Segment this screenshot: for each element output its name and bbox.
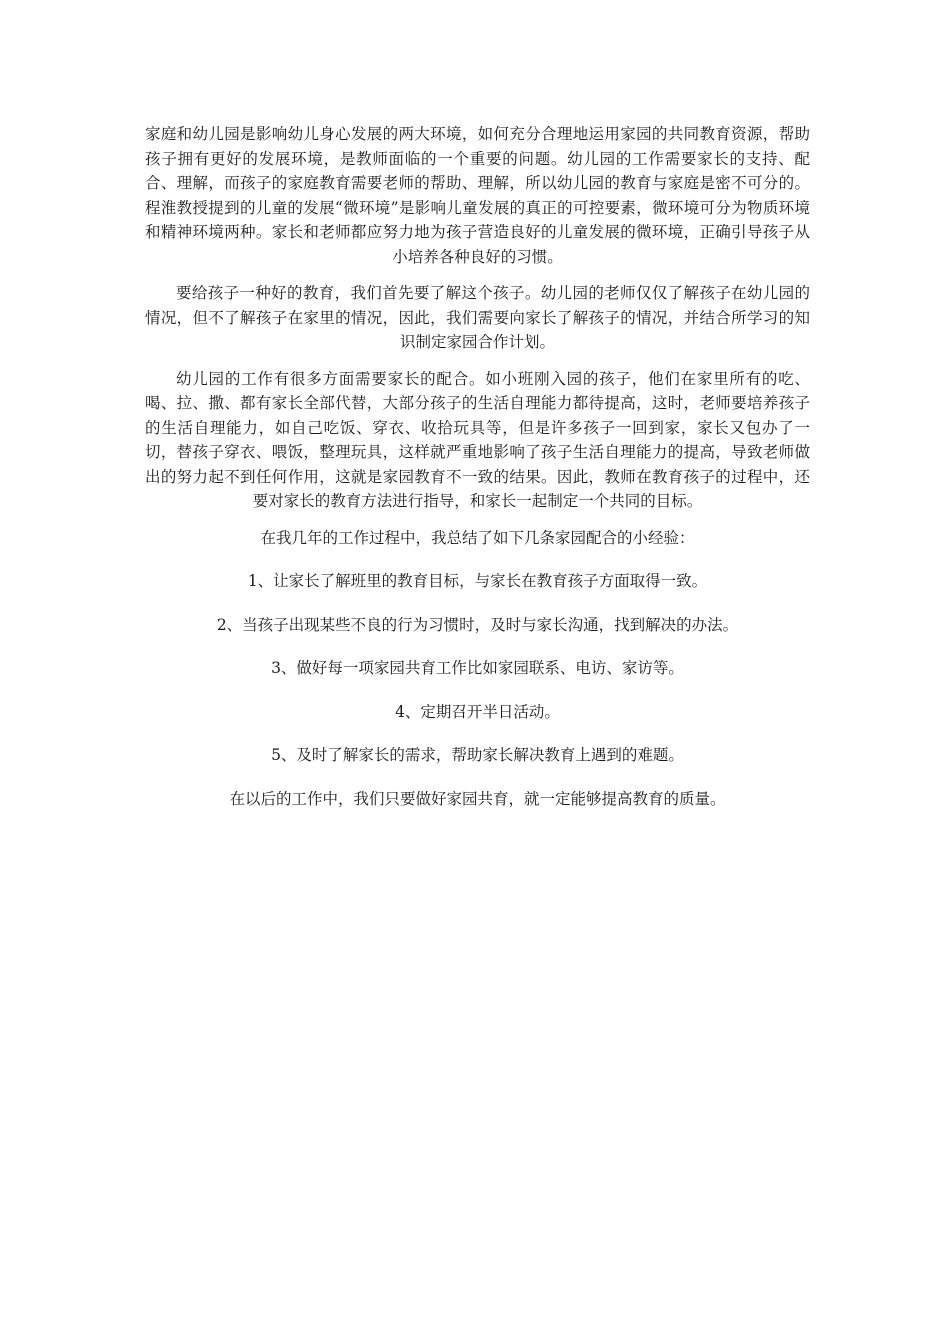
- list-item-3: 3、做好每一项家园共育工作比如家园联系、电访、家访等。: [271, 659, 684, 677]
- list-item-1: 1、让家长了解班里的教育目标，与家长在教育孩子方面取得一致。: [247, 572, 708, 590]
- conclusion: 在以后的工作中，我们只要做好家园共育，就一定能够提高教育的质量。: [229, 789, 726, 808]
- list-intro: 在我几年的工作过程中，我总结了如下几条家园配合的小经验：: [260, 528, 695, 547]
- list-item-2: 2、当孩子出现某些不良的行为习惯时，及时与家长沟通，找到解决的办法。: [216, 615, 739, 634]
- document-body: [145, 122, 810, 830]
- list-item-4: 4、定期召开半日活动。: [395, 702, 560, 721]
- list-item-5: 5、及时了解家长的需求，帮助家长解决教育上遇到的难题。: [271, 746, 684, 764]
- paragraph-1: 家庭和幼儿园是影响幼儿身心发展的两大环境，如何充分合理地运用家园的共同教育资源，帮助孩子拥有更好的发展环境，是教师面临的一个重要的问题。幼儿园的工作需要家长的支持、配合、理解，而孩子的家庭教育需要老师的帮助、理解，所以幼儿园的教育与家庭是密不可分的。程淮教授提到的儿童的发展“微环境”是影响儿童发展的真正的可控要素，微环境可分为物质环境和精神环境两种。家长和老师都应努力地为孩子营造良好的儿童发展的微环境，正确引导孩子从小培养各种良好的习惯。: [145, 125, 810, 266]
- paragraph-3: 幼儿园的工作有很多方面需要家长的配合。如小班刚入园的孩子，他们在家里所有的吃、喝、拉、撒、都有家长全部代替，大部分孩子的生活自理能力都待提高，这时，老师要培养孩子的生活自理能力，如自己吃饭、穿衣、收拾玩具等，但是许多孩子一回到家，家长又包办了一切，替孩子穿衣、喂饭，整理玩具，这样就严重地影响了孩子生活自理能力的提高，导致老师做出的努力起不到任何作用，这就是家园教育不一致的结果。因此，教师在教育孩子的过程中，还要对家长的教育方法进行指导，和家长一起制定一个共同的目标。: [145, 369, 810, 510]
- paragraph-2: 要给孩子一种好的教育，我们首先要了解这个孩子。幼儿园的老师仅仅了解孩子在幼儿园的情况，但不了解孩子在家里的情况，因此，我们需要向家长了解孩子的情况，并结合所学习的知识制定家园合作计划。: [145, 284, 810, 351]
